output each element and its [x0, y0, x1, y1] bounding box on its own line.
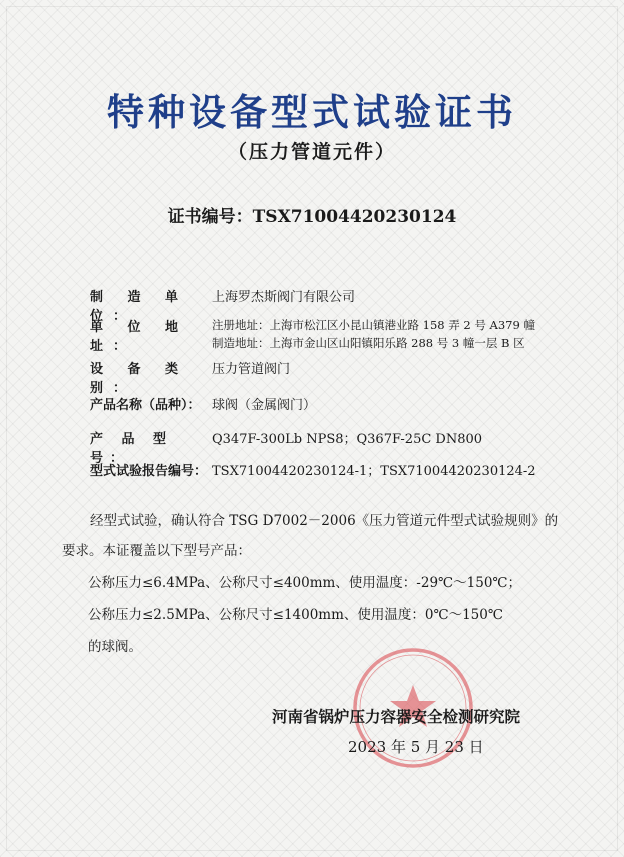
certificate-number-label: 证书编号：	[167, 207, 253, 227]
field-label: 产品名称（品种）：	[90, 398, 201, 413]
field-value: 上海罗杰斯阀门有限公司	[212, 290, 356, 305]
body-line-3: 公称压力≤6.4MPa、公称尺寸≤400mm、使用温度：-29℃～150℃；	[88, 575, 522, 591]
field-value: Q347F-300Lb NPS8；Q367F-25C DN800	[212, 432, 483, 447]
field-value	[212, 316, 584, 354]
field-label: 产 品 型 号：	[90, 432, 174, 466]
field-value: 压力管道阀门	[212, 362, 291, 377]
body-line-1: 经型式试验，确认符合 TSG D7002－2006《压力管道元件型式试验规则》的	[90, 513, 559, 529]
certificate-number	[0, 202, 624, 227]
issue-date: 2023 年 5 月 23 日	[348, 738, 484, 756]
field-product-name	[90, 394, 584, 413]
certificate-subtitle: （压力管道元件）	[227, 141, 396, 163]
certificate-title: 特种设备型式试验证书	[107, 91, 517, 134]
field-label: 单 位 地 址：	[90, 320, 189, 354]
issuer-name: 河南省锅炉压力容器安全检测研究院	[272, 708, 521, 726]
field-label: 设 备 类 别：	[90, 362, 189, 396]
body-line-5: 的球阀。	[88, 639, 142, 655]
field-label: 型式试验报告编号：	[90, 464, 208, 479]
certificate-number-value: TSX71004420230124	[252, 207, 457, 227]
field-value: 球阀（金属阀门）	[212, 398, 317, 413]
field-label: 制 造 单 位：	[90, 290, 189, 324]
field-value: TSX71004420230124-1；TSX71004420230124-2	[212, 464, 536, 479]
field-category	[90, 358, 584, 396]
field-report-number	[90, 460, 584, 479]
body-line-2: 要求。本证覆盖以下型号产品：	[62, 543, 251, 559]
field-address	[90, 316, 584, 354]
manufacturing-address: 制造地址：上海市金山区山阳镇阳乐路 288 号 3 幢一层 B 区	[212, 336, 525, 350]
registered-address: 注册地址：上海市松江区小昆山镇港业路 158 弄 2 号 A379 幢	[212, 318, 535, 332]
body-line-4: 公称压力≤2.5MPa、公称尺寸≤1400mm、使用温度：0℃～150℃	[88, 607, 503, 623]
